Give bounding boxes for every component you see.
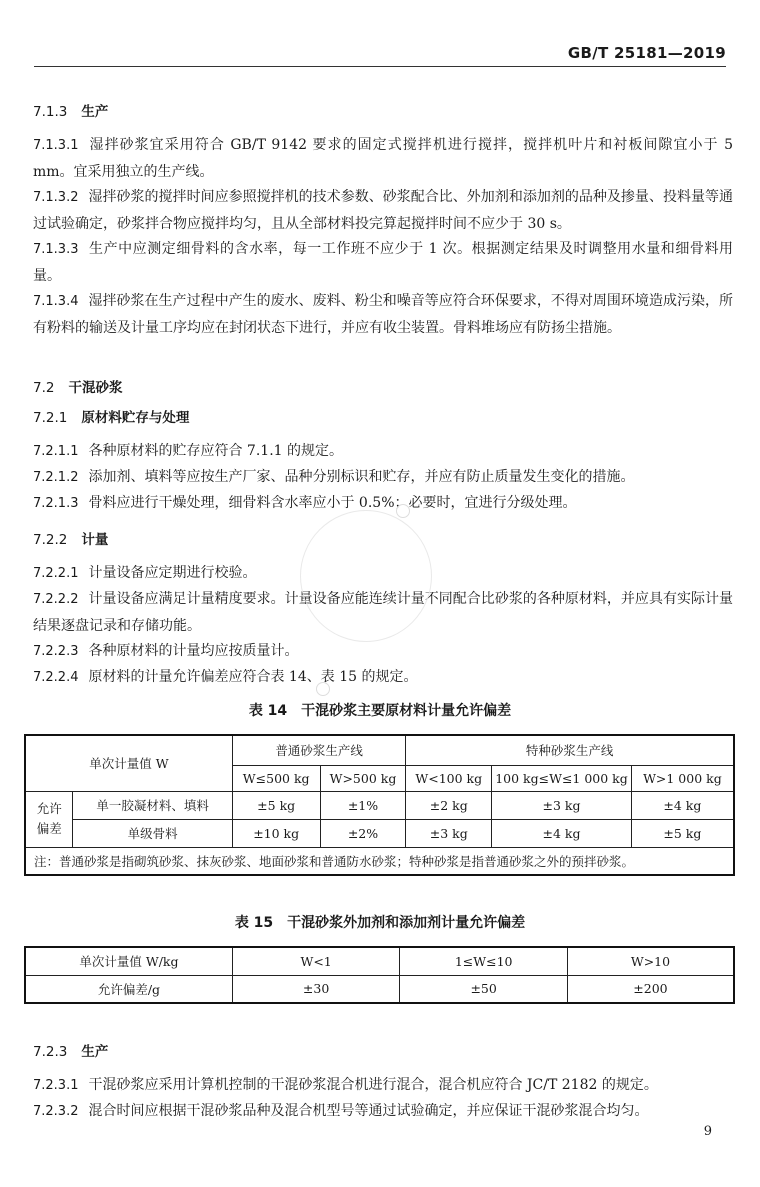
section-heading: 7.2.1 原材料贮存与处理 bbox=[33, 410, 190, 426]
header-cell: W<1 bbox=[232, 947, 400, 975]
paragraph: 7.2.1.3 骨料应进行干燥处理，细骨料含水率应小于 0.5%；必要时，宜进行分级处理。 bbox=[33, 495, 577, 511]
table-caption: 表 14 干混砂浆主要原材料计量允许偏差 bbox=[248, 703, 512, 719]
table-caption: 表 15 干混砂浆外加剂和添加剂计量允许偏差 bbox=[234, 915, 526, 931]
table-cell: ±4 kg bbox=[631, 791, 734, 819]
paragraph: 7.2.3.1 干混砂浆应采用计算机控制的干混砂浆混合机进行混合，混合机应符合 JC/T 2182 的规定。 bbox=[33, 1077, 658, 1093]
table-cell: ±3 kg bbox=[492, 791, 632, 819]
table-cell: ±2 kg bbox=[406, 791, 492, 819]
header-cell: W>1 000 kg bbox=[631, 765, 734, 791]
table-note: 注：普通砂浆是指砌筑砂浆、抹灰砂浆、地面砂浆和普通防水砂浆；特种砂浆是指普通砂浆之外的预拌砂浆。 bbox=[25, 847, 734, 875]
paragraph: 7.2.2.4 原材料的计量允许偏差应符合表 14、表 15 的规定。 bbox=[33, 669, 418, 685]
header-cell: 1≤W≤10 bbox=[400, 947, 568, 975]
section-heading: 7.2 干混砂浆 bbox=[33, 380, 123, 396]
row-label: 单级骨料 bbox=[73, 819, 232, 847]
paragraph: 7.2.3.2 混合时间应根据干混砂浆品种及混合机型号等通过试验确定，并应保证干混砂浆混合均匀。 bbox=[33, 1103, 649, 1119]
page-number: 9 bbox=[703, 1124, 712, 1139]
table-cell: ±5 kg bbox=[232, 791, 320, 819]
table-cell: ±4 kg bbox=[492, 819, 632, 847]
header-cell: W>500 kg bbox=[320, 765, 406, 791]
paragraph: 7.2.1.2 添加剂、填料等应按生产厂家、品种分别标识和贮存，并应有防止质量发生变化的措施。 bbox=[33, 469, 635, 485]
watermark-dot bbox=[316, 682, 330, 696]
header-cell: 单次计量值 W/kg bbox=[25, 947, 232, 975]
section-heading: 7.1.3 生产 bbox=[33, 104, 109, 120]
header-cell: 100 kg≤W≤1 000 kg bbox=[492, 765, 632, 791]
header-rule bbox=[34, 66, 726, 67]
table-cell: ±50 bbox=[400, 975, 568, 1003]
header-cell: 特种砂浆生产线 bbox=[406, 735, 734, 765]
row-group-label: 允许偏差 bbox=[25, 791, 73, 847]
table-cell: ±200 bbox=[567, 975, 734, 1003]
header-cell: W>10 bbox=[567, 947, 734, 975]
table-cell: ±5 kg bbox=[631, 819, 734, 847]
header-cell: 普通砂浆生产线 bbox=[232, 735, 406, 765]
section-heading: 7.2.3 生产 bbox=[33, 1044, 109, 1060]
watermark-seal bbox=[300, 510, 432, 642]
table-15 bbox=[24, 946, 735, 1004]
header-cell: W≤500 kg bbox=[232, 765, 320, 791]
header-cell: 单次计量值 W bbox=[25, 735, 232, 791]
table-cell: ±1% bbox=[320, 791, 406, 819]
paragraph: 7.2.2.3 各种原材料的计量均应按质量计。 bbox=[33, 643, 299, 659]
paragraph: 7.1.3.4 湿拌砂浆在生产过程中产生的废水、废料、粉尘和噪音等应符合环保要求，不得对周围环境造成污染，所有粉料的输送及计量工序均应在封闭状态下进行，并应有收尘装置。骨料堆场应有防扬尘措施。 bbox=[33, 293, 733, 336]
section-heading: 7.2.2 计量 bbox=[33, 532, 109, 548]
row-label: 单一胶凝材料、填料 bbox=[73, 791, 232, 819]
table-cell: ±10 kg bbox=[232, 819, 320, 847]
table-14 bbox=[24, 734, 735, 876]
table-cell: ±3 kg bbox=[406, 819, 492, 847]
paragraph: 7.2.1.1 各种原材料的贮存应符合 7.1.1 的规定。 bbox=[33, 443, 344, 459]
row-label: 允许偏差/g bbox=[25, 975, 232, 1003]
paragraph: 7.1.3.2 湿拌砂浆的搅拌时间应参照搅拌机的技术参数、砂浆配合比、外加剂和添加剂的品种及掺量、投料量等通过试验确定，砂浆拌合物应搅拌均匀，且从全部材料投完算起搅拌时间不应少于 30 s。 bbox=[33, 189, 733, 232]
header-cell: W<100 kg bbox=[406, 765, 492, 791]
paragraph: 7.1.3.3 生产中应测定细骨料的含水率，每一工作班不应少于 1 次。根据测定结果及时调整用水量和细骨料用量。 bbox=[33, 241, 733, 284]
standard-number: GB/T 25181—2019 bbox=[567, 44, 726, 62]
paragraph: 7.2.2.2 计量设备应满足计量精度要求。计量设备应能连续计量不同配合比砂浆的各种原材料，并应具有实际计量结果逐盘记录和存储功能。 bbox=[33, 591, 733, 634]
table-cell: ±30 bbox=[232, 975, 400, 1003]
table-cell: ±2% bbox=[320, 819, 406, 847]
watermark-dot bbox=[396, 504, 410, 518]
paragraph: 7.2.2.1 计量设备应定期进行校验。 bbox=[33, 565, 257, 581]
paragraph: 7.1.3.1 湿拌砂浆宜采用符合 GB/T 9142 要求的固定式搅拌机进行搅拌，搅拌机叶片和衬板间隙宜小于 5 mm。宜采用独立的生产线。 bbox=[33, 137, 733, 180]
